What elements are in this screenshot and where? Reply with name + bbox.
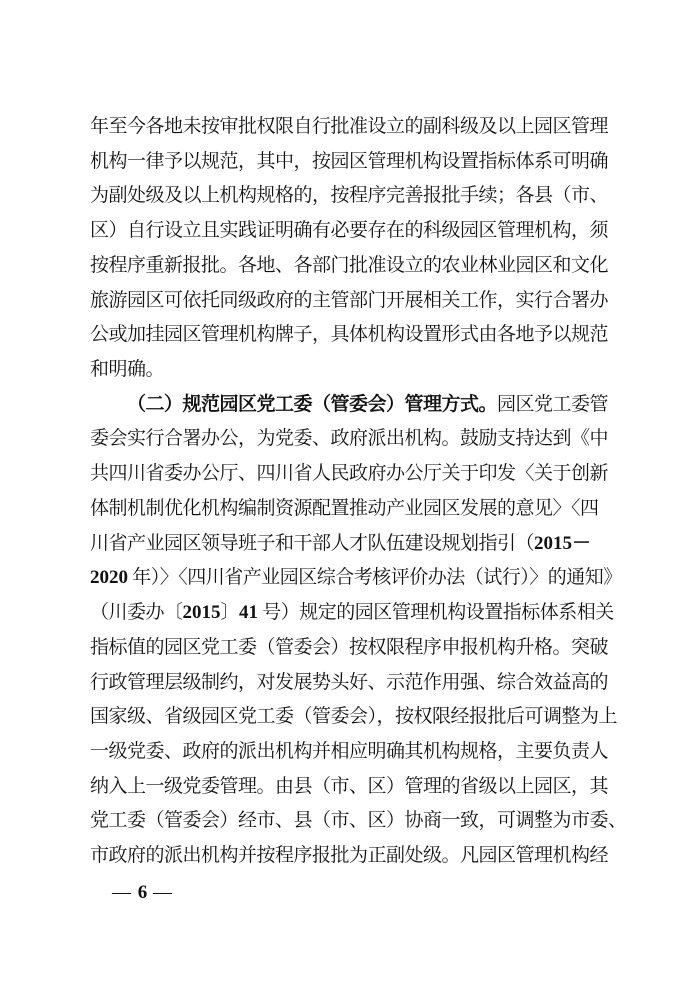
text-line: [90, 596, 614, 631]
line-segment: 国家级、省级园区党工委（管委会），按权限经报批后可调整为上: [90, 706, 618, 728]
text-line: [90, 700, 618, 735]
line-segment: 按程序重新报批。各地、各部门批准设立的农业林业园区和文化: [90, 254, 609, 276]
text-line: [90, 422, 614, 457]
text-line: [90, 388, 614, 423]
text-line: [90, 666, 614, 701]
line-segment: 年至今各地未按审批权限自行批准设立的副科级及以上园区管理: [90, 116, 609, 137]
line-segment: 2015: [182, 602, 221, 624]
line-segment: 为副处级及以上机构规格的，按程序完善报批手续；各县（市、: [90, 185, 609, 207]
line-segment: 共四川省委办公厅、四川省人民政府办公厅关于印发〈关于创新: [90, 463, 609, 485]
text-line: [90, 804, 627, 839]
line-segment: 公或加挂园区管理机构牌子，具体机构设置形式由各地予以规范: [90, 324, 609, 346]
text-line: [90, 214, 614, 249]
text-line: [90, 249, 614, 284]
text-line: [90, 770, 614, 805]
line-segment: 41: [239, 602, 259, 624]
line-segment: 行政管理层级制约，对发展势头好、示范作用强、综合效益高的: [90, 671, 609, 693]
text-line: [90, 561, 622, 596]
line-segment: 一级党委、政府的派出机构并相应明确其机构规格，主要负责人: [90, 740, 609, 762]
text-line: [90, 353, 614, 388]
text-line: [90, 839, 614, 874]
line-segment: 园区党工委管: [497, 393, 609, 415]
line-segment: （二）规范园区党工委（管委会）管理方式。: [127, 393, 498, 415]
text-line: [90, 110, 614, 145]
line-segment: （川委办〔: [90, 602, 183, 624]
line-segment: 机构一律予以规范，其中，按园区管理机构设置指标体系可明确: [90, 150, 609, 172]
text-block: [90, 110, 627, 874]
text-line: [90, 145, 614, 180]
line-segment: 旅游园区可依托同级政府的主管部门开展相关工作，实行合署办: [90, 289, 609, 311]
line-segment: 川省产业园区领导班子和干部人才队伍建设规划指引（: [90, 532, 535, 554]
line-segment: 和明确。: [90, 359, 165, 381]
text-line: [90, 631, 614, 666]
text-line: [90, 457, 614, 492]
text-line: [90, 179, 614, 214]
line-segment: —: [147, 882, 173, 903]
line-segment: 市政府的派出机构并按程序报批为正副处级。凡园区管理机构经: [90, 845, 609, 867]
line-segment: 体制机制优化机构编制资源配置推动产业园区发展的意见〉〈四: [90, 497, 599, 519]
page-number: [112, 880, 173, 906]
line-segment: 党工委（管委会）经市、县（市、区）协商一致，可调整为市委、: [90, 810, 627, 832]
text-line: [90, 735, 614, 770]
line-segment: 6: [137, 882, 148, 903]
line-segment: 纳入上一级党委管理。由县（市、区）管理的省级以上园区，其: [90, 775, 609, 797]
line-segment: 年）〉〈四川省产业园区综合考核评价办法（试行）〉的通知》: [128, 567, 622, 589]
text-line: [90, 284, 614, 319]
text-line: [90, 527, 614, 562]
line-segment: 号）规定的园区管理机构设置指标体系相关: [258, 602, 614, 624]
line-segment: 2020: [90, 567, 128, 589]
line-segment: 〕: [220, 602, 240, 624]
text-line: [90, 492, 614, 527]
line-segment: 区）自行设立且实践证明确有必要存在的科级园区管理机构，须: [90, 220, 609, 242]
line-segment: 指标值的园区党工委（管委会）按权限程序申报机构升格。突破: [90, 636, 609, 658]
line-segment: 2015－: [534, 532, 592, 554]
text-line: [90, 318, 614, 353]
line-segment: —: [112, 882, 138, 903]
line-segment: 委会实行合署办公，为党委、政府派出机构。鼓励支持达到《中: [90, 428, 609, 450]
